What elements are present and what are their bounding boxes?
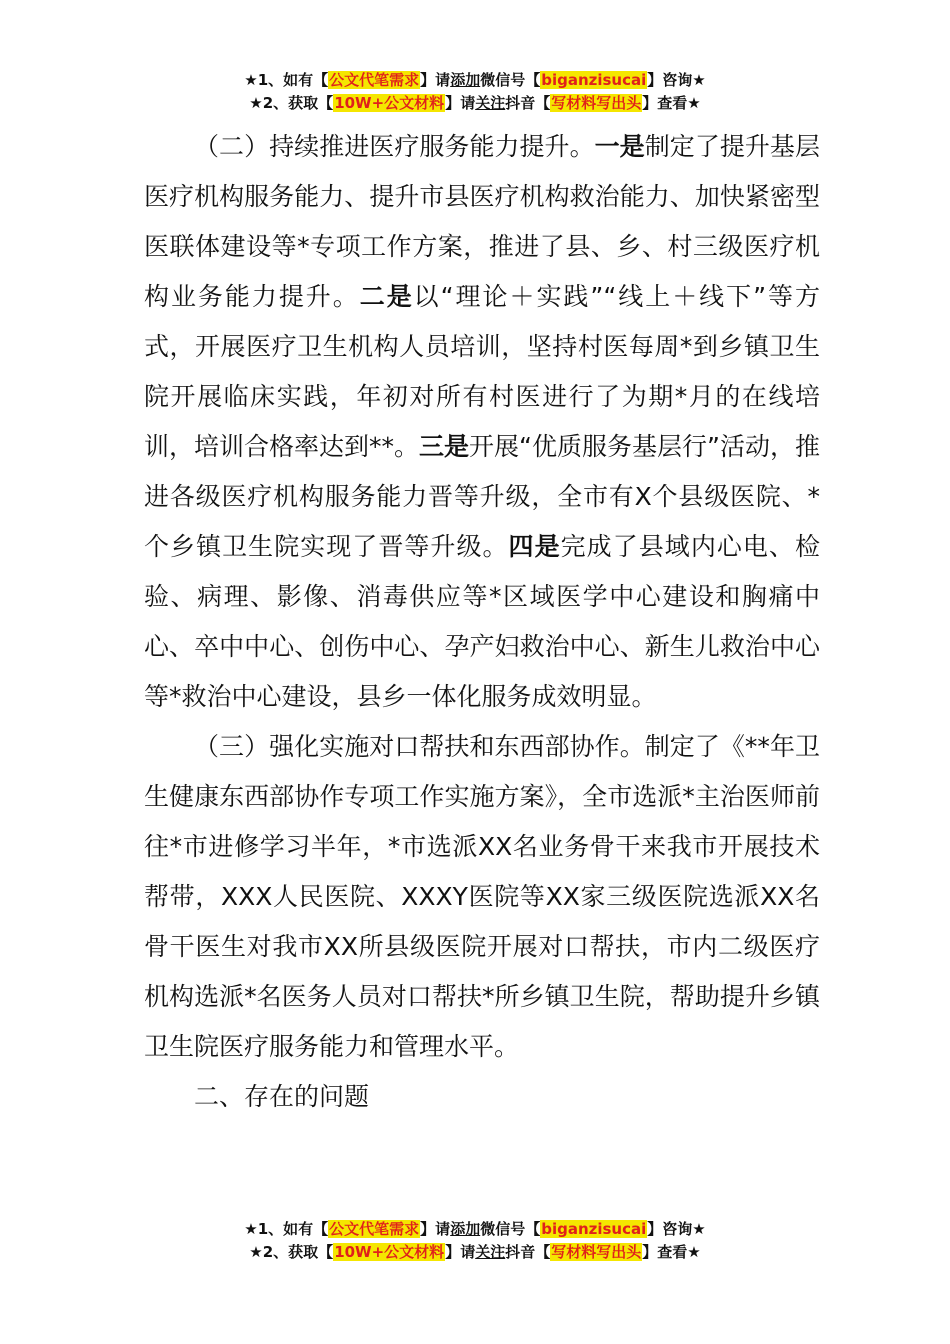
footer-banner [0, 1218, 950, 1264]
banner-text: 1、如有【 [257, 71, 329, 89]
paragraph-text: （二）持续推进医疗服务能力提升。 [194, 132, 595, 161]
underlined-text: 关注 [475, 94, 506, 112]
highlight-text: 公文代笔需求 [329, 1220, 420, 1238]
banner-line-2 [0, 92, 950, 115]
paragraph-text: 开展“优质服务基层行”活动，推进各级医疗机构服务能力晋等升级，全市有X个县级医院、*个乡镇卫生院实现了晋等升级。 [144, 432, 820, 561]
paragraph-text: 以“理论＋实践”“线上＋线下”等方式，开展医疗卫生机构人员培训，坚持村医每周*到乡镇卫生院开展临床实践，年初对所有村医进行了为期*月的在线培训，培训合格率达到**。 [144, 282, 820, 461]
banner-text: 1、如有【 [257, 1220, 329, 1238]
star-icon: ★ [244, 71, 258, 89]
document-body [144, 122, 820, 1122]
section-heading-problems: 二、存在的问题 [194, 1082, 370, 1111]
banner-text: 2、获取【 [262, 94, 334, 112]
banner-text: 抖音【 [505, 94, 551, 112]
douyin-id-highlight: 写材料写出头 [551, 1243, 642, 1261]
wechat-id-highlight: biganzisucai [541, 1220, 647, 1238]
star-icon: ★ [249, 1243, 263, 1261]
star-icon: ★ [244, 1220, 258, 1238]
header-banner [0, 69, 950, 115]
banner-text: 抖音【 [505, 1243, 551, 1261]
highlight-text: 10W+公文材料 [334, 1243, 445, 1261]
highlight-text: 公文代笔需求 [329, 71, 420, 89]
paragraph-text: 完成了县域内心电、检验、病理、影像、消毒供应等*区域医学中心建设和胸痛中心、卒中中心、创伤中心、孕产妇救治中心、新生儿救治中心等*救治中心建设，县乡一体化服务成效明显。 [144, 532, 820, 711]
bold-marker: 四是 [508, 532, 561, 561]
wechat-id-highlight: biganzisucai [541, 71, 647, 89]
paragraph-east-west-cooperation: （三）强化实施对口帮扶和东西部协作。制定了《**年卫生健康东西部协作专项工作实施方案》，全市选派*主治医师前往*市进修学习半年，*市选派XX名业务骨干来我市开展技术帮带，XXX人民医院、XXXY医院等XX家三级医院选派XX名骨干医生对我市XX所县级医院开展对口帮扶，市内二级医疗机构选派*名医务人员对口帮扶*所乡镇卫生院，帮助提升乡镇卫生院医疗服务能力和管理水平。 [144, 732, 820, 1061]
banner-text: 微信号【 [480, 71, 541, 89]
star-icon: ★ [249, 94, 263, 112]
banner-text: 】请 [445, 1243, 476, 1261]
banner-text: 】请 [420, 1220, 451, 1238]
bold-marker: 一是 [594, 132, 645, 161]
bold-marker: 三是 [419, 432, 470, 461]
banner-line-1 [0, 69, 950, 92]
banner-text: 微信号【 [480, 1220, 541, 1238]
paragraph-medical-service [144, 122, 820, 722]
banner-text: 】查看★ [642, 1243, 701, 1261]
douyin-id-highlight: 写材料写出头 [551, 94, 642, 112]
banner-line-1 [0, 1218, 950, 1241]
bold-marker: 二是 [359, 282, 414, 311]
banner-text: 】咨询★ [647, 71, 706, 89]
underlined-text: 添加 [450, 1220, 481, 1238]
highlight-text: 10W+公文材料 [334, 94, 445, 112]
banner-text: 】请 [445, 94, 476, 112]
banner-text: 】查看★ [642, 94, 701, 112]
banner-text: 】请 [420, 71, 451, 89]
paragraph-text: 制定了提升基层医疗机构服务能力、提升市县医疗机构救治能力、加快紧密型医联体建设等*专项工作方案，推进了县、乡、村三级医疗机构业务能力提升。 [144, 132, 820, 311]
banner-text: 2、获取【 [262, 1243, 334, 1261]
banner-text: 】咨询★ [647, 1220, 706, 1238]
underlined-text: 关注 [475, 1243, 506, 1261]
banner-line-2 [0, 1241, 950, 1264]
underlined-text: 添加 [450, 71, 481, 89]
